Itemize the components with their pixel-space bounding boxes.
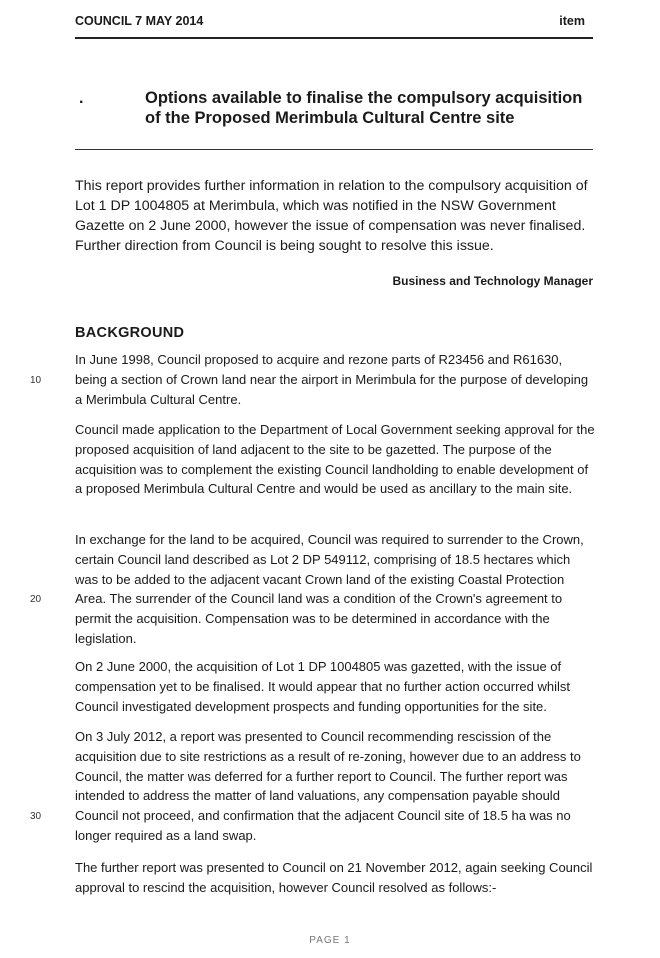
- background-paragraph-3: In exchange for the land to be acquired, Council was required to surrender to the Crown, certain Council land described as Lot 2 DP 549112, comprising of 18.5 hectares which was to be added to the adjacent vacant Crown land of the existing Coastal Protection Area. The surrender of the Council land was a condition of the Crown's agreement to permit the acquisition. Compensation was to be determined in accordance with the legislation.: [75, 532, 584, 646]
- item-label: item: [559, 14, 585, 28]
- line-number-20: 20: [30, 594, 42, 605]
- line-number-30: 30: [30, 811, 42, 822]
- page-footer: PAGE 1: [309, 935, 351, 946]
- report-summary: This report provides further information in relation to the compulsory acquisition of Lot 1 DP 1004805 at Merimbula, which was notified in the NSW Government Gazette on 2 June 2000, however the issue of compensation was never finalised. Further direction from Council is being sought to resolve this issue.: [75, 178, 588, 254]
- report-title: Options available to finalise the compulsory acquisition of the Proposed Merimbula Cultural Centre site: [145, 89, 583, 127]
- title-rule: [75, 149, 593, 150]
- background-paragraph-4: On 2 June 2000, the acquisition of Lot 1 DP 1004805 was gazetted, with the issue of compensation yet to be finalised. It would appear that no further action occurred whilst Council investigated development prospects and funding opportunities for the site.: [75, 659, 571, 714]
- page-header: [75, 14, 593, 34]
- background-paragraph-5: On 3 July 2012, a report was presented to Council recommending rescission of the acquisition due to site restrictions as a result of re-zoning, however due to an address to Council, the matter was deferred for a further report to Council. The further report was intended to address the matter of land valuations, any compensation payable should Council not proceed, and confirmation that the adjacent Council site of 18.5 ha was no longer required as a land swap.: [75, 729, 581, 843]
- line-number-10: 10: [30, 375, 42, 386]
- meeting-date: COUNCIL 7 MAY 2014: [75, 14, 204, 28]
- section-heading-background: BACKGROUND: [75, 325, 185, 341]
- background-paragraph-2: Council made application to the Department of Local Government seeking approval for the proposed acquisition of land adjacent to the site to be gazetted. The purpose of the acquisition was to complement the existing Council landholding to enable development of a proposed Merimbula Cultural Centre and would be used as ancillary to the main site.: [75, 422, 595, 497]
- title-bullet: .: [79, 90, 84, 107]
- background-paragraph-1: In June 1998, Council proposed to acquire and rezone parts of R23456 and R61630, being a section of Crown land near the airport in Merimbula for the purpose of developing a Merimbula Cultural Centre.: [75, 352, 589, 407]
- background-paragraph-6: The further report was presented to Council on 21 November 2012, again seeking Council approval to rescind the acquisition, however Council resolved as follows:-: [75, 860, 593, 895]
- report-author: Business and Technology Manager: [392, 274, 593, 288]
- header-rule: [75, 37, 593, 39]
